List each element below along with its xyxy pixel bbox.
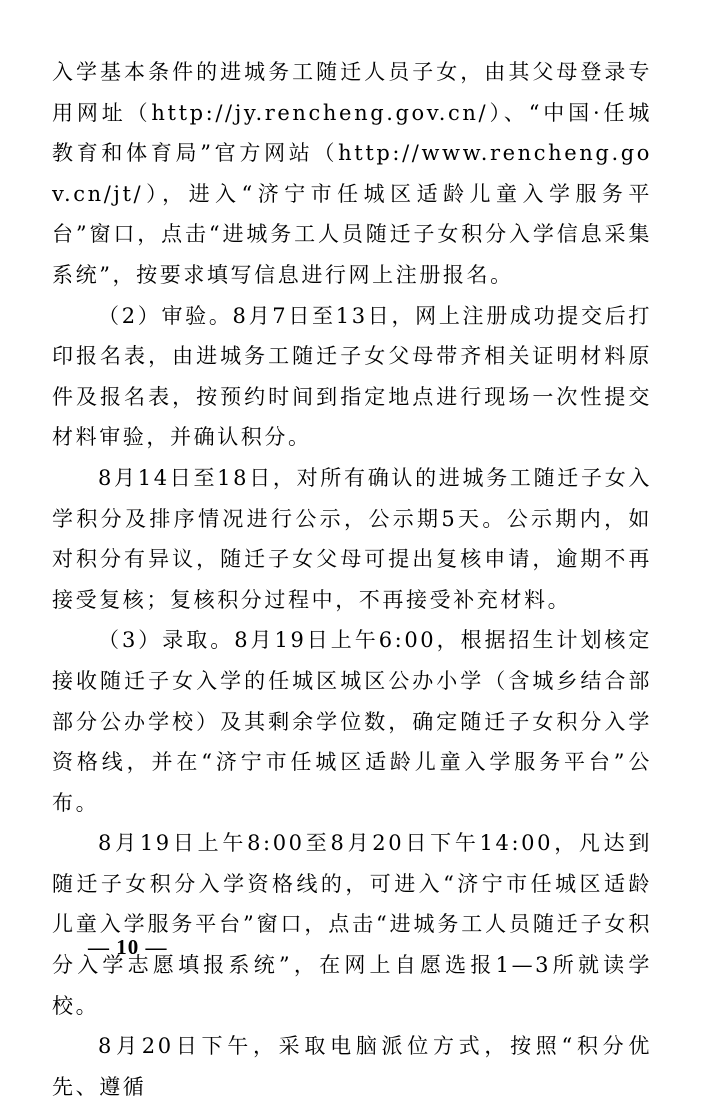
paragraph-admission: （3）录取。8月19日上午6:00，根据招生计划核定接收随迁子女入学的任城区城区公办小学（含城乡结合部部分公办学校）及其剩余学位数，确定随迁子女积分入学资格线，并在“济宁市任城区适龄儿童入学服务平台”公布。: [52, 628, 652, 815]
paragraph-verification: （2）审验。8月7日至13日，网上注册成功提交后打印报名表，由进城务工随迁子女父母带齐相关证明材料原件及报名表，按预约时间到指定地点进行现场一次性提交材料审验，并确认积分。: [52, 303, 652, 450]
paragraph-application: 8月19日上午8:00至8月20日下午14:00，凡达到随迁子女积分入学资格线的，可进入“济宁市任城区适龄儿童入学服务平台”窗口，点击“进城务工人员随迁子女积分入学志愿填报系统”，在网上自愿选报1—3所就读学校。: [52, 831, 652, 1018]
paragraph-registration: 入学基本条件的进城务工随迁人员子女，由其父母登录专用网址（http://jy.rencheng.gov.cn/）、“中国·任城教育和体育局”官方网站（http://www.rencheng.gov.cn/jt/），进入“济宁市任城区适龄儿童入学服务平台”窗口，点击“进城务工人员随迁子女积分入学信息采集系统”，按要求填写信息进行网上注册报名。: [52, 60, 652, 287]
paragraph-publicity: 8月14日至18日，对所有确认的进城务工随迁子女入学积分及排序情况进行公示，公示期5天。公示期内，如对积分有异议，随迁子女父母可提出复核申请，逾期不再接受复核；复核积分过程中，不再接受补充材料。: [52, 465, 652, 612]
page-number: — 10 —: [88, 935, 168, 959]
paragraph-lottery: 8月20日下午，采取电脑派位方式，按照“积分优先、遵循: [52, 1034, 652, 1099]
